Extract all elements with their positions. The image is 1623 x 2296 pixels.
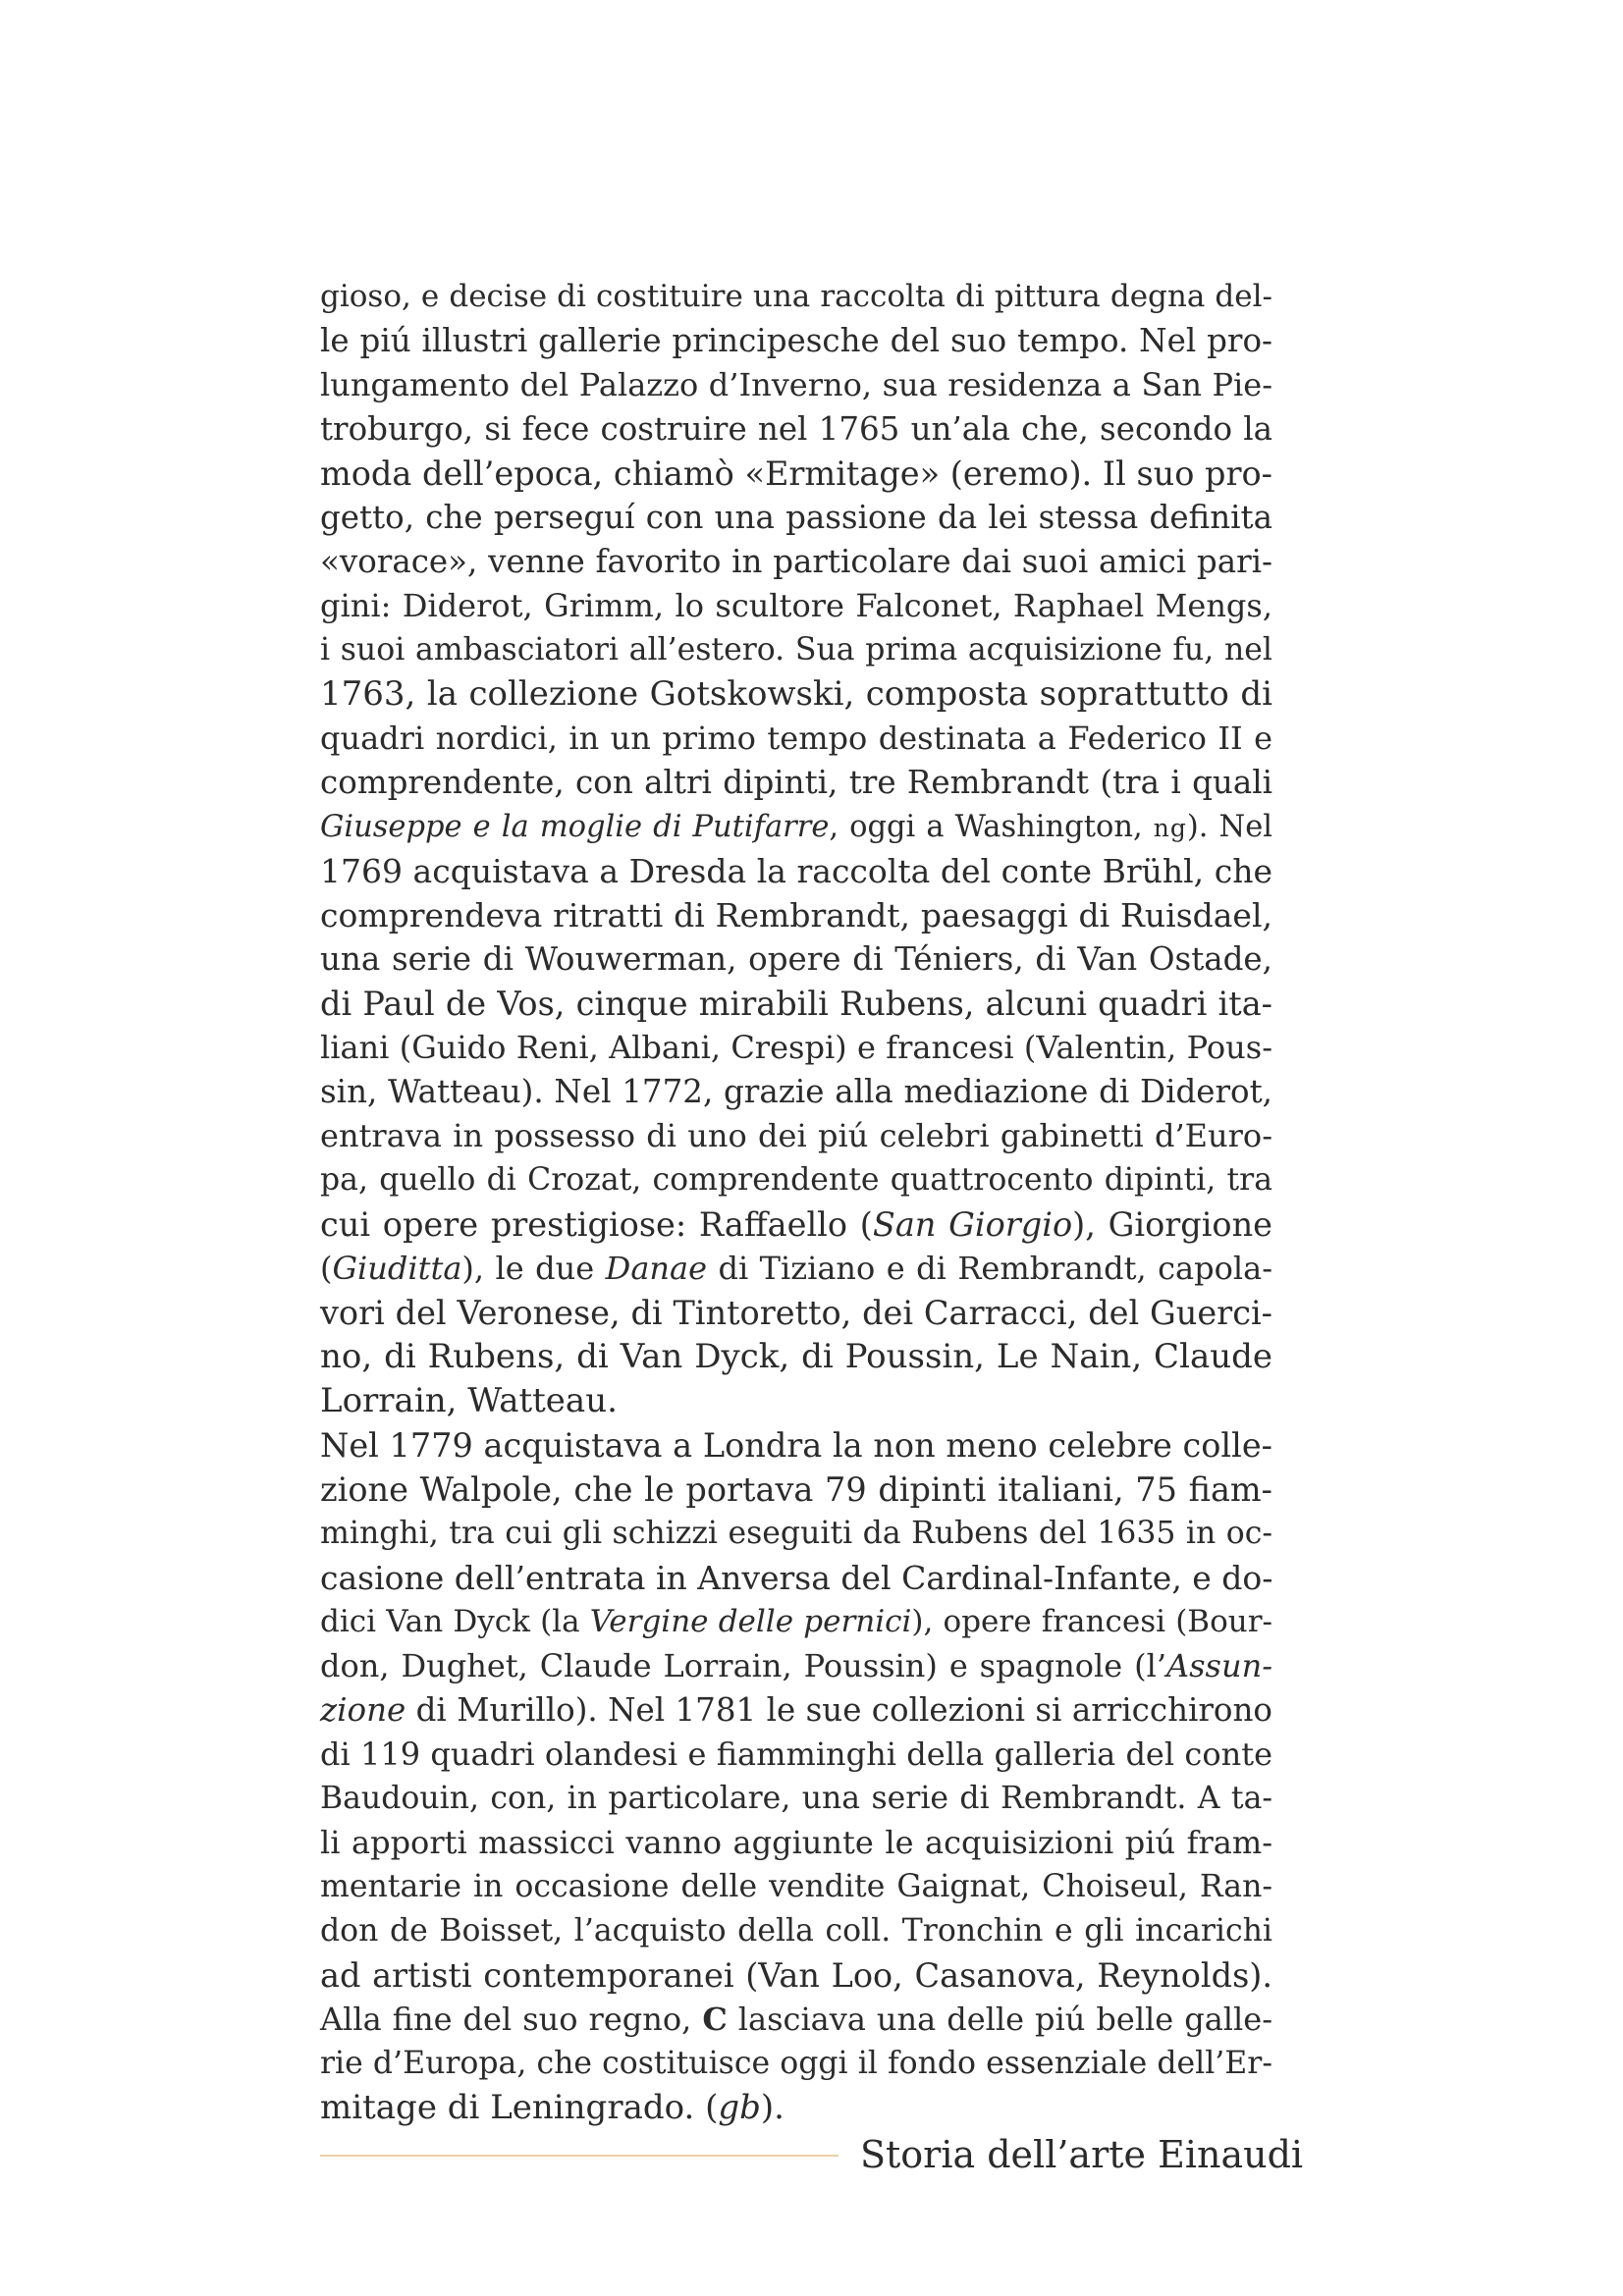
text-line xyxy=(320,1953,1272,1998)
text-run: moda dell’epoca, chiamò «Ermitage» (eremo). Il suo pro- xyxy=(320,454,1272,493)
text-run: ). xyxy=(760,2088,784,2127)
text-run: rie d’Europa, che costituisce oggi il fondo essenziale dell’Er- xyxy=(320,2046,1272,2081)
text-run: vori del Veronese, di Tintoretto, dei Carracci, del Guerci- xyxy=(320,1294,1272,1332)
italic-title: Assun- xyxy=(1166,1647,1272,1684)
small-caps-abbr: ng xyxy=(1153,814,1187,842)
text-run: quadri nordici, in un primo tempo destinata a Federico II e xyxy=(320,720,1272,757)
text-run: ad artisti contemporanei (Van Loo, Casanova, Reynolds). xyxy=(320,1956,1272,1995)
text-run: comprendeva ritratti di Rembrandt, paesaggi di Ruisdael, xyxy=(320,896,1272,934)
text-run: cui opere prestigiose: Raffaello ( xyxy=(320,1205,873,1244)
text-run: ). Nel xyxy=(1186,810,1272,844)
text-line xyxy=(320,1291,1272,1335)
text-line xyxy=(320,1158,1272,1202)
italic-title: Giuseppe e la moglie di Putifarre xyxy=(320,810,830,844)
text-run: pa, quello di Crozat, comprendente quattrocento dipinti, tra xyxy=(320,1162,1272,1198)
text-line xyxy=(320,1998,1272,2042)
text-line xyxy=(320,1644,1272,1688)
text-run: mitage di Leningrado. ( xyxy=(320,2088,719,2127)
paragraph xyxy=(320,1423,1272,2130)
text-line xyxy=(320,1512,1272,1556)
text-run: entrava in possesso di uno dei piú celebri gabinetti d’Euro- xyxy=(320,1117,1272,1154)
text-run: ), Giorgione xyxy=(1072,1205,1272,1244)
text-run: getto, che perseguí con una passione da lei stessa definita xyxy=(320,499,1272,536)
text-line xyxy=(320,407,1272,452)
italic-title: Giuditta xyxy=(332,1250,462,1287)
text-line xyxy=(320,761,1272,805)
text-line xyxy=(320,1423,1272,1468)
italic-title: San Giorgio xyxy=(872,1205,1073,1244)
text-run: li apporti massicci vanno aggiunte le acquisizioni piú fram- xyxy=(320,1824,1272,1861)
text-run: 1763, la collezione Gotskowski, composta soprattutto di xyxy=(320,674,1272,714)
text-run: Alla fine del suo regno, xyxy=(320,2001,703,2038)
text-line xyxy=(320,1688,1272,1733)
text-run: di 119 quadri olandesi e fiamminghi della galleria del conte xyxy=(320,1735,1272,1773)
text-line xyxy=(320,1114,1272,1158)
text-line xyxy=(320,1379,1272,1423)
text-line xyxy=(320,849,1272,893)
text-run: di Murillo). Nel 1781 le sue collezioni si arricchirono xyxy=(406,1691,1272,1729)
text-line xyxy=(320,1777,1272,1821)
text-run: «vorace», venne favorito in particolare dai suoi amici pari- xyxy=(320,543,1272,580)
text-line xyxy=(320,275,1272,319)
text-run: Baudouin, con, in particolare, una serie di Rembrandt. A ta- xyxy=(320,1781,1272,1816)
italic-title: Vergine delle pernici xyxy=(589,1604,912,1639)
text-run: troburgo, si fece costruire nel 1765 un’ala che, secondo la xyxy=(320,410,1272,448)
text-run: sin, Watteau). Nel 1772, grazie alla mediazione di Diderot, xyxy=(320,1073,1272,1110)
text-line xyxy=(320,717,1272,761)
text-run: una serie di Wouwerman, opere di Téniers, di Van Ostade, xyxy=(320,940,1272,978)
text-line xyxy=(320,1821,1272,1865)
text-line xyxy=(320,937,1272,982)
text-run: gini: Diderot, Grimm, lo scultore Falconet, Raphael Mengs, xyxy=(320,587,1272,624)
text-run: minghi, tra cui gli schizzi eseguiti da Rubens del 1635 in oc- xyxy=(320,1516,1272,1551)
text-run: i suoi ambasciatori all’estero. Sua prima acquisizione fu, nel xyxy=(320,632,1272,667)
text-run: mentarie in occasione delle vendite Gaignat, Choiseul, Ran- xyxy=(320,1869,1272,1904)
text-line xyxy=(320,982,1272,1026)
text-run: dici Van Dyck (la xyxy=(320,1604,590,1639)
text-line xyxy=(320,805,1272,849)
paragraph xyxy=(320,275,1272,1423)
italic-title: Danae xyxy=(605,1250,708,1287)
text-line xyxy=(320,452,1272,496)
text-run: Nel 1779 acquistava a Londra la non meno celebre colle- xyxy=(320,1426,1272,1465)
text-run: di Tiziano e di Rembrandt, capola- xyxy=(707,1250,1273,1287)
text-run: Lorrain, Watteau. xyxy=(320,1381,618,1420)
text-run: le piú illustri gallerie principesche del suo tempo. Nel pro- xyxy=(320,322,1272,359)
text-line xyxy=(320,893,1272,937)
text-line xyxy=(320,1247,1272,1291)
text-line xyxy=(320,2086,1272,2130)
body-text xyxy=(320,275,1272,2130)
text-run: , oggi a Washington, xyxy=(829,810,1154,844)
text-line xyxy=(320,2042,1272,2086)
text-run: lasciava una delle piú belle galle- xyxy=(727,2001,1273,2038)
text-run: ( xyxy=(320,1250,333,1287)
text-run: don de Boisset, l’acquisto della coll. Tronchin e gli incarichi xyxy=(320,1913,1272,1949)
text-run: comprendente, con altri dipinti, tre Rembrandt (tra i quali xyxy=(320,764,1272,801)
text-line xyxy=(320,672,1272,717)
italic-title: zione xyxy=(320,1691,406,1729)
text-line xyxy=(320,628,1272,672)
text-line xyxy=(320,1865,1272,1909)
text-run: gioso, e decise di costituire una raccolta di pittura degna del- xyxy=(320,279,1272,314)
text-line xyxy=(320,1070,1272,1114)
italic-title: gb xyxy=(718,2088,761,2127)
text-run: no, di Rubens, di Van Dyck, di Poussin, Le Nain, Claude xyxy=(320,1337,1272,1376)
text-run: lungamento del Palazzo d’Inverno, sua residenza a San Pie- xyxy=(320,366,1272,403)
text-line xyxy=(320,1733,1272,1777)
text-run: ), le due xyxy=(461,1250,606,1287)
bold-initial: C xyxy=(702,2001,728,2038)
text-line xyxy=(320,540,1272,584)
text-line xyxy=(320,1556,1272,1600)
text-run: casione dell’entrata in Anversa del Cardinal-Infante, e do- xyxy=(320,1559,1273,1597)
text-run: di Paul de Vos, cinque mirabili Rubens, alcuni quadri ita- xyxy=(320,985,1272,1023)
text-line xyxy=(320,1335,1272,1379)
text-line xyxy=(320,584,1272,628)
text-line xyxy=(320,1600,1272,1644)
text-line xyxy=(320,319,1272,363)
text-line xyxy=(320,1909,1272,1953)
text-run: ), opere francesi (Bour- xyxy=(911,1604,1272,1639)
text-line xyxy=(320,1202,1272,1247)
footer-rule xyxy=(320,2155,839,2157)
text-run: liani (Guido Reni, Albani, Crespi) e francesi (Valentin, Pous- xyxy=(320,1029,1272,1066)
text-line xyxy=(320,496,1272,540)
text-run: zione Walpole, che le portava 79 dipinti italiani, 75 fiam- xyxy=(320,1470,1272,1509)
text-run: don, Dughet, Claude Lorrain, Poussin) e spagnole (l’ xyxy=(320,1647,1167,1684)
text-run: 1769 acquistava a Dresda la raccolta del conte Brühl, che xyxy=(320,852,1272,890)
footer-title: Storia dell’arte Einaudi xyxy=(860,2133,1304,2176)
text-line xyxy=(320,363,1272,407)
text-line xyxy=(320,1468,1272,1512)
text-line xyxy=(320,1026,1272,1070)
